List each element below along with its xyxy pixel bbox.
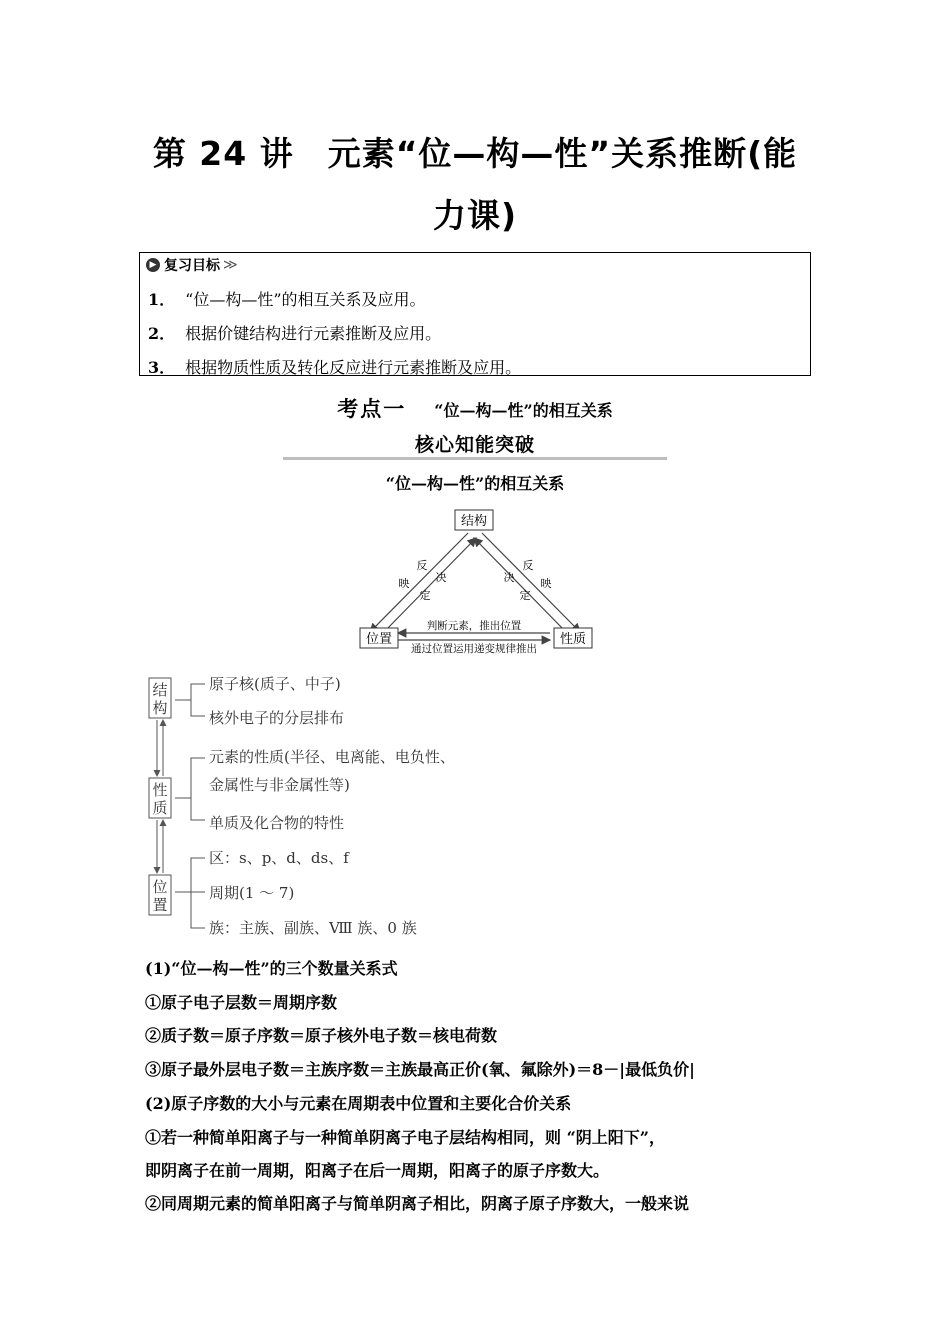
arrow-structure-to-position xyxy=(370,533,468,632)
node-structure: 结构 xyxy=(460,514,488,529)
bracket xyxy=(175,858,205,928)
goal-item xyxy=(148,321,441,344)
goal-item xyxy=(148,355,521,378)
tree-label-char: 位 xyxy=(152,878,168,896)
paragraph: ①原子电子层数＝周期序数 xyxy=(145,993,338,1012)
diagram-title: “位—构—性”的相互关系 xyxy=(385,474,565,493)
label-reflect: 反 xyxy=(522,559,534,572)
tree-label-char: 结 xyxy=(152,681,168,699)
play-icon: ▶ xyxy=(146,258,160,272)
label-determine: 定 xyxy=(519,589,531,602)
label-determine: 决 xyxy=(435,571,447,584)
double-chevron-icon: ≫ xyxy=(223,257,238,273)
review-goals-label: 复习目标 xyxy=(164,258,220,274)
goal-text: “位—构—性”的相互关系及应用。 xyxy=(185,290,426,309)
label-infer-property: 通过位置运用递变规律推出 xyxy=(411,643,537,655)
paragraph: ③原子最外层电子数＝主族序数＝主族最高正价(氧、氟除外)＝8－|最低负价| xyxy=(145,1060,695,1079)
label-infer-position: 判断元素，推出位置 xyxy=(426,620,522,632)
paragraph: ①若一种简单阳离子与一种简单阴离子电子层结构相同，则 “阴上阳下”， xyxy=(145,1128,665,1147)
tree-item: 区：s、p、d、ds、f xyxy=(209,849,349,867)
section-label: 考点一 xyxy=(337,397,407,421)
node-property: 性质 xyxy=(559,632,587,647)
review-goals-header xyxy=(146,255,238,275)
label-reflect: 映 xyxy=(398,577,410,590)
paragraph: 即阴离子在前一周期，阳离子在后一周期，阳离子的原子序数大。 xyxy=(145,1161,610,1180)
page-title-line1: 第 24 讲 元素“位—构—性”关系推断(能 xyxy=(152,134,798,173)
bracket xyxy=(175,684,205,716)
label-determine: 定 xyxy=(419,589,431,602)
paragraph: (1)“位—构—性”的三个数量关系式 xyxy=(145,959,398,978)
tree-item: 核外电子的分层排布 xyxy=(209,709,345,727)
paragraph: (2)原子序数的大小与元素在周期表中位置和主要化合价关系 xyxy=(145,1094,572,1113)
tree-item: 金属性与非金属性等) xyxy=(209,776,350,794)
label-reflect: 反 xyxy=(416,559,428,572)
tree-item: 原子核(质子、中子) xyxy=(209,675,341,693)
arrow-structure-to-property xyxy=(482,533,580,632)
tree-item: 族：主族、副族、Ⅷ 族、0 族 xyxy=(209,919,417,937)
goal-text: 根据价键结构进行元素推断及应用。 xyxy=(185,324,442,343)
paragraph: ②同周期元素的简单阳离子与简单阴离子相比，阴离子原子序数大，一般来说 xyxy=(145,1194,690,1213)
bracket xyxy=(175,758,205,820)
label-reflect: 映 xyxy=(540,577,552,590)
label-determine: 决 xyxy=(503,571,515,584)
goal-item xyxy=(148,287,426,310)
goal-number: 2． xyxy=(148,324,176,343)
goal-number: 3． xyxy=(148,358,176,377)
arrow-property-to-structure xyxy=(474,538,566,632)
goal-number: 1． xyxy=(148,290,176,309)
core-knowledge-title: 核心知能突破 xyxy=(414,434,535,456)
divider xyxy=(283,457,667,460)
structure-property-position-tree xyxy=(145,670,505,948)
section-heading xyxy=(0,393,950,423)
section-subtitle: “位—构—性”的相互关系 xyxy=(434,401,613,420)
tree-label-char: 性 xyxy=(152,781,168,799)
paragraph: ②质子数＝原子序数＝原子核外电子数＝核电荷数 xyxy=(145,1026,498,1045)
goal-text: 根据物质性质及转化反应进行元素推断及应用。 xyxy=(185,358,522,377)
review-goals-box xyxy=(139,252,811,376)
node-position: 位置 xyxy=(365,632,393,647)
tree-label-char: 置 xyxy=(152,896,168,914)
tree-item: 单质及化合物的特性 xyxy=(209,814,345,832)
page-title-line2: 力课) xyxy=(432,196,518,235)
relationship-triangle-diagram xyxy=(350,505,600,655)
tree-item: 周期(1 ～ 7) xyxy=(209,884,295,902)
tree-item: 元素的性质(半径、电离能、电负性、 xyxy=(209,748,455,766)
tree-label-char: 构 xyxy=(152,699,168,717)
tree-label-char: 质 xyxy=(152,799,168,817)
